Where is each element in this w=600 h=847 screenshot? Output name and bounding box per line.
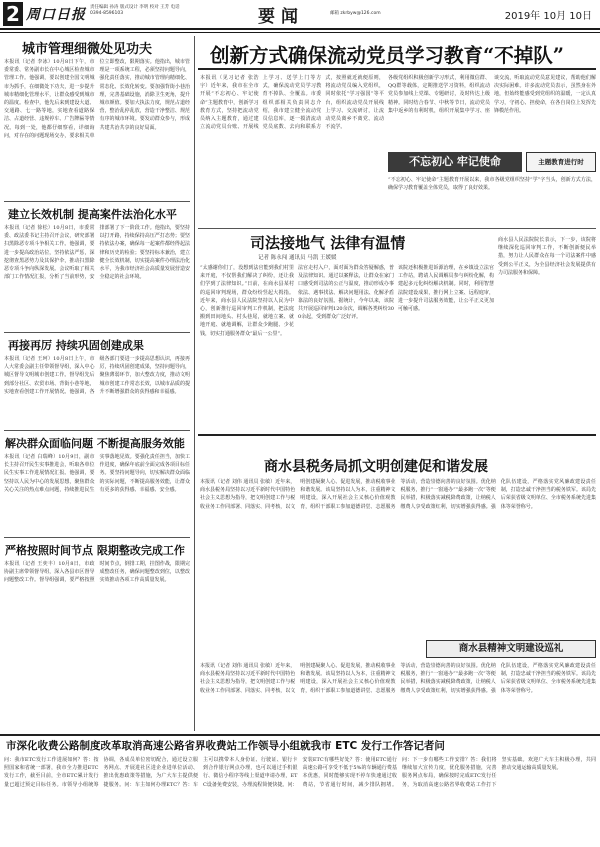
campaign-sub-banner: 主题教育进行时 <box>526 152 596 172</box>
article-law-col2: 法官走村入户，面对面为群众答疑解惑，普及法律知识。通过以案释法，让群众在家门口感受到司法的公正与温度，推动形成办事依法、遇事找法、解决问题用法、化解矛盾靠法的良好氛围。据统计，今年以来，该院共开展巡回审判120余次，调解各类纠纷300余起，受到群众广泛好评。 <box>298 265 394 321</box>
main-headline: 创新方式确保流动党员学习教育“不掉队” <box>210 44 564 67</box>
headline-consolidate-results: 再接再厉 持续巩固创建成果 <box>8 339 144 352</box>
column-divider <box>194 36 195 731</box>
campaign-banner: 不忘初心 牢记使命 <box>388 152 522 172</box>
article-party-members-cont: 各级党组织积极创新学习形式，利用微信群、QQ群等载体，定期推送学习资料，组织流动党员参加线上党课、专题研讨，及时传达上级精神。同时结合春节、中秋等节日，流动党员集中返乡的有利时机，组织开展集中学习、座谈交流，听取流动党员意见建议，帮助他们解决实际困难。许多流动党员表示，虽然身在外地，但始终能感受到党组织的温暖，一定认真学习，守初心、担使命，在各自岗位上发挥先锋模范作用。 <box>388 75 596 114</box>
masthead-rule-thin <box>0 32 600 33</box>
issue-date: 2019年 10月 10日 <box>504 11 592 22</box>
campaign-summary: “不忘初心、牢记使命”主题教育开展以来，我市各级党组织坚持“学”字当头，创新方式方法，确保学习教育覆盖全体党员，取得了良好效果。 <box>388 177 596 192</box>
masthead-info: 责任编辑 孙涛 版式设计 李明 校对 王芳 电话 0394-8596103 <box>90 5 180 16</box>
headline-city-management: 城市管理细微处见功夫 <box>22 42 153 57</box>
article-law-col3: 该院还积极推进诉源治理，在乡镇设立法官工作站，聘请人民调解员参与纠纷化解，构建起多元化纠纷解决机制。同时，利用智慧法院建设成果，推行网上立案、远程庭审，进一步提升司法服务效能，让公平正义更加可触可感。 <box>398 265 494 313</box>
headline-rule <box>198 68 596 70</box>
page-number: 2 <box>3 2 23 26</box>
article-etc: 问：我市ETC发行工作进展如何？答：按照国家和省统一部署，我市全力推进ETC发行工作，截至目前，全市ETC累计发行量已超过预定目标任务。市领导小组统筹协调，各成员单位密切配合，通过设立服务网点、开展进社区进企业进单位活动、推出优惠政策等措施，为广大车主提供便捷服务。问：车主如何办理ETC？答：车主可以携带本人身份证、行驶证、银行卡到合作银行网点办理，也可以通过手机银行、微信小程序等线上渠道申请办理，ETC设备免费安装，办理流程简便快捷。问：安装ETC有哪些好处？答：使用ETC通行高速公路可享受不低于5%的车辆通行费基本优惠，同时能够实现不停车快速通过收费站，节省通行时间，减少排队拥堵。问：下一步有哪些工作安排？答：我们将继续加大宣传力度，优化服务措施，完善服务网点布局，确保按时完成ETC发行任务，为取消高速公路省界收费站工作打下坚实基础。欢迎广大车主积极办理，共同推动交通运输高质量发展。 <box>4 757 596 788</box>
article-tax-bureau-cont: 本报讯（记者 刘伟 通讯员 张敏）近年来，商水县税务局坚持以习近平新时代中国特色社会主义思想为指导，把文明创建工作与税收业务工作同部署、同落实、同考核，以文明创建凝聚人心、促进发展，推动税收事业和谐发展。该局坚持以人为本，注重精神文明建设，深入开展社会主义核心价值观教育，组织干部职工参加道德讲堂、志愿服务等活动，营造崇德向善的良好氛围。优化纳税服务，推行“一窗通办”“最多跑一次”等便民举措，积极落实减税降费政策，让纳税人缴费人享受政策红利，切实增强获得感。强化队伍建设，严格落实党风廉政建设责任制，打造忠诚干净担当的税务铁军。该局先后荣获省级文明单位、全市税务系统先进集体等荣誉称号。 <box>200 663 596 694</box>
article-divider <box>4 430 190 431</box>
article-law-col1: “太感谢你们了，没想到法官能到我们村里来开庭，不仅帮我们解决了纠纷，还让我们学到了法律知识。”日前，在商水县某村的巡回审判现场，群众纷纷竖起大拇指。近年来，商水县人民法院坚持以人民为中心，创新推行巡回审判工作机制，把法庭搬到田间地头、村头巷尾，就地立案、就地开庭、就地调解，让群众少跑腿、少花钱，切实打通服务群众“最后一公里”。 <box>200 265 294 337</box>
headline-service-efficiency: 解决群众面临问题 不断提高服务效能 <box>5 437 185 450</box>
section-title: 要闻 <box>258 7 304 27</box>
article-divider <box>4 201 190 202</box>
article-law-col4: 商水县人民法院院长表示，下一步，该院将继续深化巡回审判工作，不断创新便民举措，努力让人民群众在每一个司法案件中感受到公平正义，为全县经济社会发展提供有力司法服务和保障。 <box>498 237 596 276</box>
headline-tax-bureau: 商水县税务局抓文明创建促和谐发展 <box>264 459 488 475</box>
article-city-management: 本报讯（记者 李冰）10月8日下午，市委常委、常务副市长在中心城区检查城市管理工作。他强调，要以创建全国文明城市为抓手，在细微处下功夫，进一步提升城市精细化管理水平，让群众感受到城市的温度。检查中，他先后来到建设大道、交通路、七一路等地，实地查看道路保洁、占道经营、违规停车、广告牌匾等情况。每到一处，他都仔细察看，详细询问，对存在的问题现场交办，要求相关单位立即整改，限期落实。他指出，城市管理是一项系统工程，必须坚持问题导向，强化责任落实，推动城市管理向精细化、常态化、长效化转变。要加强背街小巷治理，完善基础设施，消除卫生死角，提升城市颜值。要加大执法力度，规范占道经营，整治乱停乱放，营造干净整洁、规范有序的城市环境。要发动群众参与，形成共建共治共享的良好局面。 <box>4 59 190 139</box>
law-byline: 记者 陈永闯 通讯员 马凯 王媛媛 <box>258 255 337 261</box>
masthead-editors: 邮箱 zkrbyw@126.com <box>330 11 381 16</box>
headline-long-term-mechanism: 建立长效机制 提高案件法治化水平 <box>8 208 177 221</box>
article-divider <box>4 537 190 538</box>
bottom-rule <box>0 734 600 736</box>
civilization-banner: 商水县精神文明建设巡礼 <box>426 640 596 658</box>
article-party-members: 本报讯（见习记者 张浩宇）近年来，我市在全市开展“不忘初心、牢记使命”主题教育中，创新学习教育方式，坚持把流动党员纳入主题教育，通过建立流动党员台账、开展线上学习、送学上门等方式，确保流动党员学习教育不掉队、全覆盖。市委组织部相关负责同志介绍，我市建立健全流动党员信息库，逐一摸清流动党员底数、去向和联系方式，按照就近就便原则，将流动党员编入党组织，同时依托“学习强国”等平台，组织流动党员开展线上学习、交流研讨，让流动党员离乡不离党、流动不流学。 <box>200 75 384 131</box>
masthead-rule <box>0 28 600 30</box>
article-long-term-mechanism: 本报讯（记者 徐松）10月8日，市委常委、政法委书记主持召开会议，研究部署扫黑除恶专项斗争相关工作。他强调，要进一步提高政治站位，坚持依法严惩，深挖彻查黑恶势力及其保护伞，推动扫黑除恶专项斗争向纵深发展。会议听取了相关部门工作情况汇报，分析了当前形势，安排部署了下一阶段工作。他指出，要坚持以打开路，持续保持高压严打态势；要坚持依法办案，确保每一起案件都经得起法律和历史的检验；要坚持标本兼治，建立健全长效机制，切实提高案件办理法治化水平，为我市经济社会高质量发展营造安全稳定的社会环境。 <box>4 225 190 281</box>
section-divider <box>198 434 596 436</box>
article-consolidate-results: 本报讯（记者 王珂）10月8日上午，市人大常委会副主任带领督导组，深入中心城区督导文明城市创建工作。督导组先后到部分社区、农贸市场、背街小巷等地，实地查看创建工作开展情况。他强调，各级各部门要进一步提高思想认识，再接再厉，持续巩固创建成果，坚持问题导向，聚焦薄弱环节，加大整改力度，推动文明城市创建工作常态长效，以城市品质的提升不断增强群众的获得感和幸福感。 <box>4 356 190 395</box>
headline-etc: 市深化收费公路制度改革取消高速公路省界收费站工作领导小组就我市 ETC 发行工作答记者问 <box>6 740 445 752</box>
article-divider <box>4 332 190 333</box>
article-rectification: 本报讯（记者 王奕丰）10月8日，市政协副主席带领督导组，深入各县市区督导问题整改工作。督导组强调，要严格按照时间节点，倒排工期，挂图作战，限期完成整改任务，确保问题整改到位，以整改实效推动各项工作高质量发展。 <box>4 561 190 584</box>
paper-name: 周口日报 <box>26 7 86 23</box>
masthead <box>0 0 600 30</box>
article-divider <box>198 228 596 229</box>
article-tax-bureau: 本报讯（记者 刘伟 通讯员 张敏）近年来，商水县税务局坚持以习近平新时代中国特色社会主义思想为指导，把文明创建工作与税收业务工作同部署、同落实、同考核，以文明创建凝聚人心、促进发展，推动税收事业和谐发展。该局坚持以人为本，注重精神文明建设，深入开展社会主义核心价值观教育，组织干部职工参加道德讲堂、志愿服务等活动，营造崇德向善的良好氛围。优化纳税服务，推行“一窗通办”“最多跑一次”等便民举措，积极落实减税降费政策，让纳税人缴费人享受政策红利，切实增强获得感。强化队伍建设，严格落实党风廉政建设责任制，打造忠诚干净担当的税务铁军。该局先后荣获省级文明单位、全市税务系统先进集体等荣誉称号。 <box>200 479 596 510</box>
headline-law: 司法接地气 法律有温情 <box>250 234 406 252</box>
headline-rectification: 严格按照时间节点 限期整改完成工作 <box>5 544 185 557</box>
article-service-efficiency: 本报讯（记者 白瑞峰）10月9日，副市长主持召开民生实事推进会，听取各单位民生实事工作进展情况汇报。他强调，要坚持以人民为中心的发展思想，聚焦群众关心关注的热点难点问题，持续推进民生实事落地见效。要强化责任担当，加快工作进度，确保年底前全面完成各项目标任务。要坚持问题导向，切实解决群众面临的实际问题，不断提高服务效能，让群众有更多的获得感、幸福感、安全感。 <box>4 454 190 493</box>
